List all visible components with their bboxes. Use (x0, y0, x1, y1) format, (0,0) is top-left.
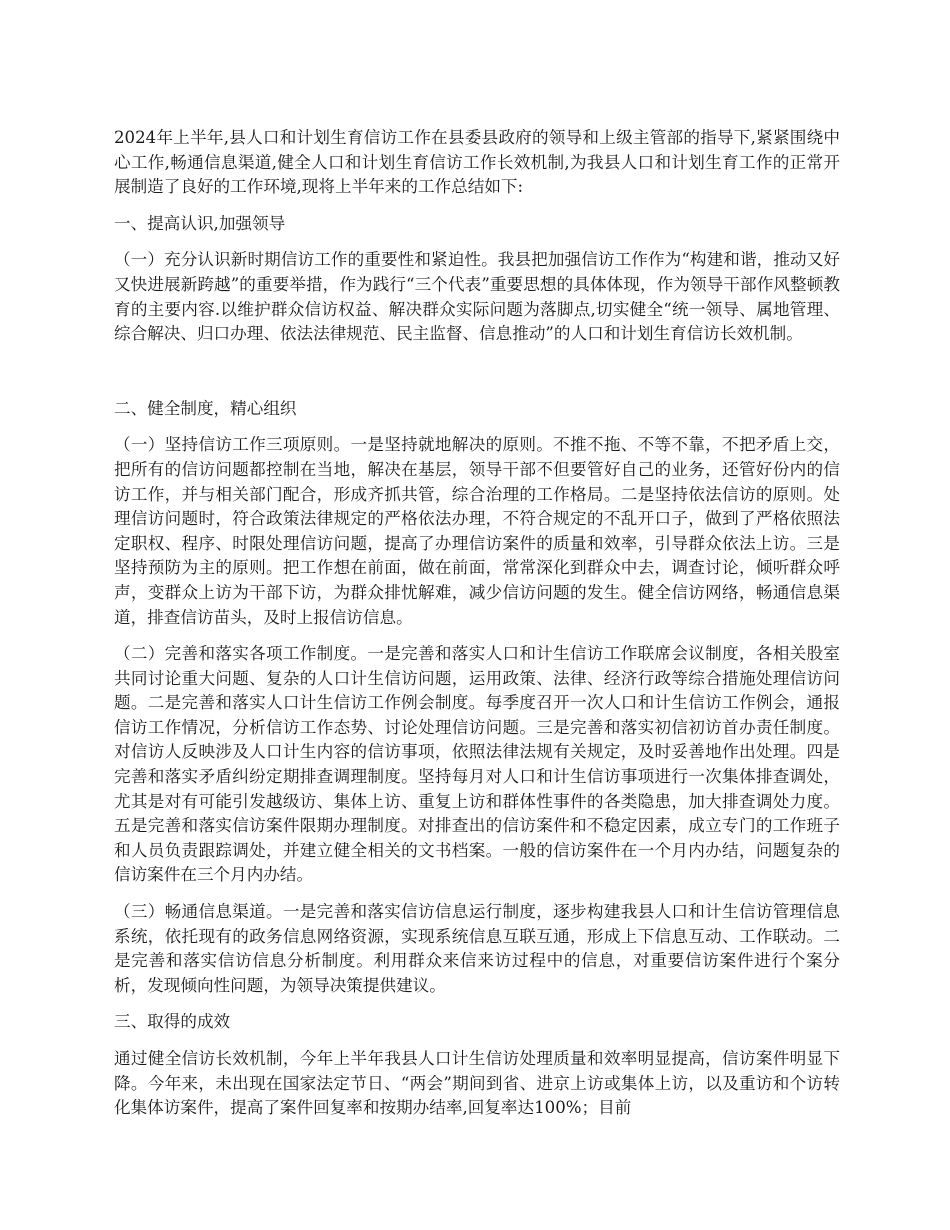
section3-paragraph-1: 通过健全信访长效机制，今年上半年我县人口计生信访处理质量和效率明显提高，信访案件明显下降。今年来，未出现在国家法定节日、“两会”期间到省、进京上访或集体上访，以及重访和个访转化集体访案件，提高了案件回复率和按期办结率,回复率达100%；目前 (114, 1049, 840, 1118)
section2-paragraph-2: （二）完善和落实各项工作制度。一是完善和落实人口和计生信访工作联席会议制度，各相关股室共同讨论重大问题、复杂的人口计生信访问题，运用政策、法律、经济行政等综合措施处理信访问题。二是完善和落实人口计生信访工作例会制度。每季度召开一次人口和计生信访工作例会，通报信访工作情况，分析信访工作态势、讨论处理信访问题。三是完善和落实初信初访首办责任制度。对信访人反映涉及人口计生内容的信访事项，依照法律法规有关规定，及时妥善地作出处理。四是完善和落实矛盾纠纷定期排查调理制度。坚持每月对人口和计生信访事项进行一次集体排查调处，尤其是对有可能引发越级访、集体上访、重复上访和群体性事件的各类隐患，加大排查调处力度。五是完善和落实信访案件限期办理制度。对排查出的信访案件和不稳定因素，成立专门的工作班子和人员负责跟踪调处，并建立健全相关的文书档案。一般的信访案件在一个月内办结，问题复杂的信访案件在三个月内办结。 (114, 644, 840, 885)
blank-spacer (114, 359, 840, 397)
section1-heading: 一、提高认识,加强领导 (114, 213, 286, 233)
section1-paragraph-1: （一）充分认识新时期信访工作的重要性和紧迫性。我县把加强信访工作作为“构建和谐，推动又好又快进展新跨越”的重要举措，作为践行“三个代表”重要思想的具体体现，作为领导干部作风整顿教育的主要内容.以维护群众信访权益、解决群众实际问题为落脚点,切实健全“统一领导、属地管理、综合解决、归口办理、依法法律规范、民主监督、信息推动”的人口和计划生育信访长效机制。 (114, 250, 840, 344)
section2-heading: 二、健全制度，精心组织 (114, 398, 297, 418)
intro-paragraph: 2024年上半年,县人口和计划生育信访工作在县委县政府的领导和上级主管部的指导下,紧紧围绕中心工作,畅通信息渠道,健全人口和计划生育信访工作长效机制,为我县人口和计划生育工作的正常开展制造了良好的工作环境,现将上半年来的工作总结如下: (114, 128, 840, 197)
document-body (114, 126, 840, 1133)
section3-heading: 三、取得的成效 (114, 1012, 231, 1032)
section2-paragraph-3: （三）畅通信息渠道。一是完善和落实信访信息运行制度，逐步构建我县人口和计生信访管理信息系统，依托现有的政务信息网络资源，实现系统信息互联互通，形成上下信息互动、工作联动。二是完善和落实信访信息分析制度。利用群众来信来访过程中的信息，对重要信访案件进行个案分析，发现倾向性问题，为领导决策提供建议。 (114, 902, 840, 995)
section2-paragraph-1: （一）坚持信访工作三项原则。一是坚持就地解决的原则。不推不拖、不等不靠，不把矛盾上交，把所有的信访问题都控制在当地，解决在基层，领导干部不但要管好自己的业务，还管好份内的信访工作，并与相关部门配合，形成齐抓共管，综合治理的工作格局。二是坚持依法信访的原则。处理信访问题时，符合政策法律规定的严格依法办理，不符合规定的不乱开口子，做到了严格依照法定职权、程序、时限处理信访问题，提高了办理信访案件的质量和效率，引导群众依法上访。三是坚持预防为主的原则。把工作想在前面，做在前面，常常深化到群众中去，调查讨论，倾听群众呼声，变群众上访为干部下访，为群众排忧解难，减少信访问题的发生。健全信访网络，畅通信息渠道，排查信访苗头，及时上报信访信息。 (114, 435, 840, 627)
